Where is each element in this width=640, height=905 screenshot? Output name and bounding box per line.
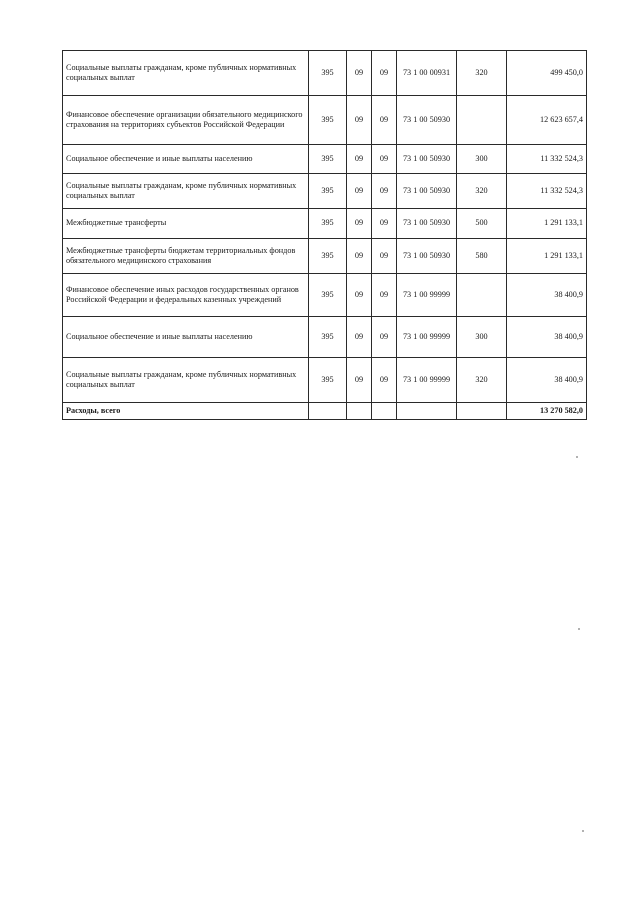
row-section: 09	[347, 209, 372, 239]
row-subsection: 09	[372, 145, 397, 174]
row-expense-type	[457, 274, 507, 317]
row-expense-type: 320	[457, 358, 507, 403]
row-expense-type: 320	[457, 51, 507, 96]
row-ministry-code: 395	[309, 174, 347, 209]
scan-speck	[576, 456, 578, 458]
row-amount: 499 450,0	[507, 51, 587, 96]
table-row	[63, 145, 587, 174]
row-subsection: 09	[372, 174, 397, 209]
row-section: 09	[347, 239, 372, 274]
row-ministry-code: 395	[309, 209, 347, 239]
row-section: 09	[347, 145, 372, 174]
table-row	[63, 174, 587, 209]
row-amount: 1 291 133,1	[507, 239, 587, 274]
row-expense-type: 580	[457, 239, 507, 274]
row-section: 09	[347, 358, 372, 403]
row-target-article: 73 1 00 99999	[397, 317, 457, 358]
row-target-article: 73 1 00 50930	[397, 209, 457, 239]
row-name: Финансовое обеспечение иных расходов государственных органов Российской Федерации и федеральных казенных учреждений	[63, 274, 309, 317]
row-section: 09	[347, 317, 372, 358]
row-section: 09	[347, 51, 372, 96]
row-name: Социальное обеспечение и иные выплаты населению	[63, 145, 309, 174]
row-ministry-code: 395	[309, 145, 347, 174]
row-subsection: 09	[372, 274, 397, 317]
total-empty-cell	[457, 403, 507, 420]
total-empty-cell	[347, 403, 372, 420]
row-ministry-code: 395	[309, 317, 347, 358]
row-name: Социальные выплаты гражданам, кроме публичных нормативных социальных выплат	[63, 174, 309, 209]
row-ministry-code: 395	[309, 274, 347, 317]
row-ministry-code: 395	[309, 239, 347, 274]
table-row	[63, 51, 587, 96]
row-target-article: 73 1 00 99999	[397, 358, 457, 403]
row-expense-type: 320	[457, 174, 507, 209]
row-amount: 38 400,9	[507, 274, 587, 317]
row-section: 09	[347, 96, 372, 145]
row-name: Финансовое обеспечение организации обязательного медицинского страхования на территориях субъектов Российской Федерации	[63, 96, 309, 145]
row-target-article: 73 1 00 00931	[397, 51, 457, 96]
row-target-article: 73 1 00 99999	[397, 274, 457, 317]
row-section: 09	[347, 274, 372, 317]
row-amount: 11 332 524,3	[507, 145, 587, 174]
total-empty-cell	[309, 403, 347, 420]
row-target-article: 73 1 00 50930	[397, 96, 457, 145]
row-subsection: 09	[372, 317, 397, 358]
scan-speck	[582, 830, 584, 832]
row-ministry-code: 395	[309, 51, 347, 96]
table-row	[63, 358, 587, 403]
row-subsection: 09	[372, 209, 397, 239]
table-row	[63, 96, 587, 145]
row-name: Межбюджетные трансферты бюджетам территориальных фондов обязательного медицинского страхования	[63, 239, 309, 274]
row-section: 09	[347, 174, 372, 209]
table-row	[63, 274, 587, 317]
table-row	[63, 317, 587, 358]
row-amount: 38 400,9	[507, 358, 587, 403]
total-amount: 13 270 582,0	[507, 403, 587, 420]
row-subsection: 09	[372, 239, 397, 274]
row-subsection: 09	[372, 96, 397, 145]
row-amount: 12 623 657,4	[507, 96, 587, 145]
total-empty-cell	[397, 403, 457, 420]
total-empty-cell	[372, 403, 397, 420]
row-expense-type	[457, 96, 507, 145]
row-amount: 1 291 133,1	[507, 209, 587, 239]
row-subsection: 09	[372, 51, 397, 96]
row-ministry-code: 395	[309, 358, 347, 403]
row-target-article: 73 1 00 50930	[397, 174, 457, 209]
row-amount: 11 332 524,3	[507, 174, 587, 209]
row-ministry-code: 395	[309, 96, 347, 145]
budget-table	[62, 50, 587, 420]
total-row	[63, 403, 587, 420]
row-name: Социальные выплаты гражданам, кроме публичных нормативных социальных выплат	[63, 358, 309, 403]
row-expense-type: 300	[457, 317, 507, 358]
total-label: Расходы, всего	[63, 403, 309, 420]
row-subsection: 09	[372, 358, 397, 403]
row-target-article: 73 1 00 50930	[397, 239, 457, 274]
table-row	[63, 209, 587, 239]
row-target-article: 73 1 00 50930	[397, 145, 457, 174]
row-amount: 38 400,9	[507, 317, 587, 358]
row-expense-type: 500	[457, 209, 507, 239]
row-name: Межбюджетные трансферты	[63, 209, 309, 239]
row-name: Социальные выплаты гражданам, кроме публичных нормативных социальных выплат	[63, 51, 309, 96]
row-name: Социальное обеспечение и иные выплаты населению	[63, 317, 309, 358]
scan-speck	[578, 628, 580, 630]
row-expense-type: 300	[457, 145, 507, 174]
table-row	[63, 239, 587, 274]
